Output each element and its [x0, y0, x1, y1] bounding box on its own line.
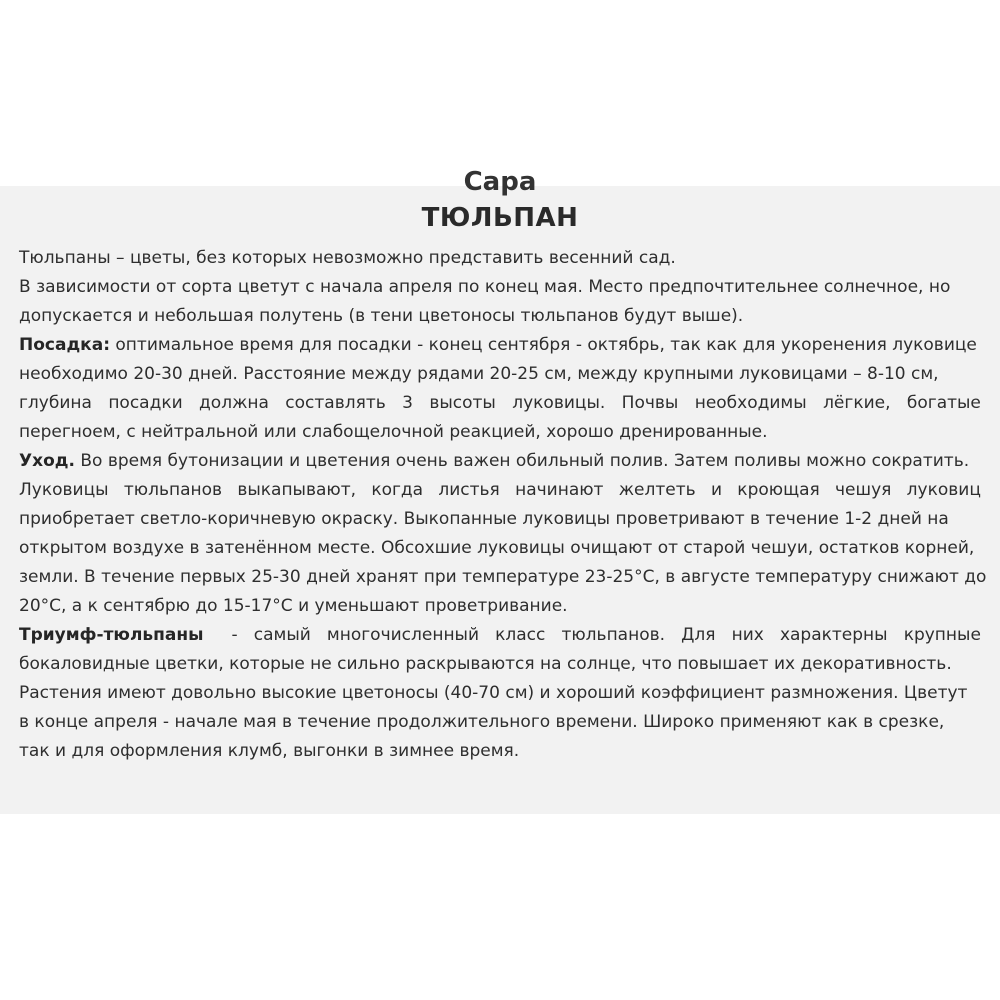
word: луковицы.: [512, 393, 606, 413]
word: самый: [253, 625, 311, 645]
care-line: 20°С, а к сентябрю до 15-17°С и уменьшают проветривание.: [19, 596, 568, 616]
planting-label: Посадка:: [19, 335, 110, 355]
planting-line: перегноем, с нейтральной или слабощелочной реакцией, хорошо дренированные.: [19, 422, 768, 442]
triumph-line: бокаловидные цветки, которые не сильно раскрываются на солнце, что повышает их декоративность.: [19, 654, 952, 674]
page-title: ТЮЛЬПАН: [421, 203, 579, 233]
word: чешуя: [835, 480, 892, 500]
intro-line: В зависимости от сорта цветут с начала апреля по конец мая. Место предпочтительнее солнечное, но: [19, 277, 951, 297]
word: глубина: [19, 393, 92, 413]
word: луковиц: [906, 480, 981, 500]
care-line: приобретает светло-коричневую окраску. Выкопанные луковицы проветривают в течение 1-2 дней на: [19, 509, 949, 529]
planting-line: необходимо 20-30 дней. Расстояние между рядами 20-25 см, между крупными луковицами – 8-10 см,: [19, 364, 939, 384]
triumph-line: так и для оформления клумб, выгонки в зимнее время.: [19, 741, 520, 761]
care-line-first: [19, 447, 981, 476]
word: 3: [402, 393, 413, 413]
care-line: открытом воздухе в затенённом месте. Обсохшие луковицы очищают от старой чешуи, остатков корней,: [19, 538, 975, 558]
word: Почвы: [621, 393, 679, 413]
intro-line: допускается и небольшая полутень (в тени цветоносы тюльпанов будут выше).: [19, 306, 744, 326]
word: начинают: [515, 480, 604, 500]
word: класс: [495, 625, 546, 645]
word: тюльпанов.: [561, 625, 666, 645]
word: должна: [199, 393, 269, 413]
word: кроющая: [737, 480, 820, 500]
word: посадки: [108, 393, 183, 413]
label-sheet: [0, 167, 1000, 814]
care-label: Уход.: [19, 451, 75, 471]
word: составлять: [285, 393, 386, 413]
word: крупные: [903, 625, 981, 645]
word: лёгкие,: [823, 393, 891, 413]
word: них: [731, 625, 764, 645]
word: и: [710, 480, 723, 500]
word: тюльпанов: [123, 480, 223, 500]
cropped-heading: Сара: [463, 167, 537, 197]
word: листья: [438, 480, 500, 500]
word: богатые: [906, 393, 981, 413]
word: Для: [681, 625, 716, 645]
triumph-line: Растения имеют довольно высокие цветоносы (40-70 см) и хороший коэффициент размножения. Цветут: [19, 683, 968, 703]
word: высоты: [429, 393, 496, 413]
word: характерны: [779, 625, 888, 645]
word: -: [231, 625, 238, 645]
word: желтеть: [618, 480, 696, 500]
triumph-line-first: [19, 621, 981, 650]
care-text: Во время бутонизации и цветения очень важен обильный полив. Затем поливы можно сократить.: [80, 451, 970, 471]
word: когда: [371, 480, 424, 500]
triumph-line: в конце апреля - начале мая в течение продолжительного времени. Широко применяют как в срезке,: [19, 712, 945, 732]
care-line: [19, 476, 981, 505]
intro-line: Тюльпаны – цветы, без которых невозможно представить весенний сад.: [19, 248, 676, 268]
word: выкапывают,: [237, 480, 357, 500]
word: многочисленный: [326, 625, 480, 645]
word: Луковицы: [19, 480, 109, 500]
planting-text: оптимальное время для посадки - конец сентября - октябрь, так как для укоренения луковице: [115, 335, 977, 355]
planting-line-first: [19, 331, 981, 360]
triumph-text: [232, 621, 982, 650]
description-text: [19, 244, 987, 766]
word: необходимы: [694, 393, 807, 413]
care-line: земли. В течение первых 25-30 дней хранят при температуре 23-25°С, в августе температуру снижают до: [19, 567, 987, 587]
planting-line: [19, 389, 981, 418]
triumph-label: Триумф-тюльпаны: [19, 625, 204, 645]
